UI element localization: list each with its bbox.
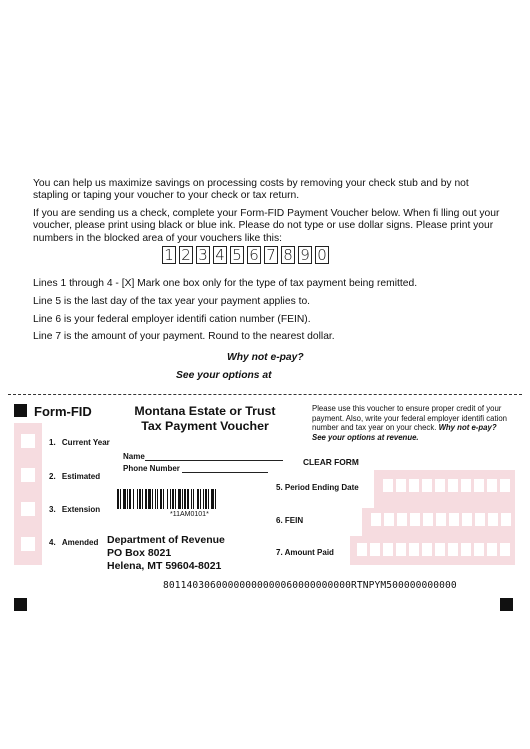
option-label: Extension xyxy=(61,505,101,514)
voucher-title-line-1: Montana Estate or Trust xyxy=(134,404,276,418)
sample-digit: 9 xyxy=(298,246,312,264)
digit-entry-box[interactable] xyxy=(436,513,446,526)
address-line-2: PO Box 8021 xyxy=(107,547,172,559)
digit-entry-box[interactable] xyxy=(462,513,472,526)
instructions-paragraph-1: You can help us maximize savings on processing costs by removing your check stub and by not stapling or taping your voucher to your check or tax return. xyxy=(33,178,469,202)
digit-entry-box[interactable] xyxy=(383,543,393,556)
digit-entry-box[interactable] xyxy=(500,479,510,492)
address-line-1: Department of Revenue xyxy=(107,534,225,546)
digit-entry-box[interactable] xyxy=(449,513,459,526)
digit-entry-box[interactable] xyxy=(422,479,432,492)
registration-mark xyxy=(14,404,27,417)
sample-digit: 2 xyxy=(179,246,193,264)
digit-entry-box[interactable] xyxy=(384,513,394,526)
digit-entry-box[interactable] xyxy=(461,543,471,556)
digit-entry-box[interactable] xyxy=(461,479,471,492)
digit-entry-box[interactable] xyxy=(423,513,433,526)
voucher-title xyxy=(120,404,290,434)
digit-entry-box[interactable] xyxy=(370,543,380,556)
registration-mark xyxy=(500,598,513,611)
digit-entry-box[interactable] xyxy=(474,479,484,492)
address-line-3: Helena, MT 59604-8021 xyxy=(107,560,222,572)
digit-entry-box[interactable] xyxy=(487,543,497,556)
sample-digit: 7 xyxy=(264,246,278,264)
digit-entry-box[interactable] xyxy=(501,513,511,526)
option-amended xyxy=(49,538,98,547)
voucher-notice xyxy=(312,404,508,442)
digit-entry-box[interactable] xyxy=(500,543,510,556)
mailing-address xyxy=(107,534,225,573)
option-label: Estimated xyxy=(61,472,101,481)
instructions-paragraph-2: If you are sending us a check, complete your Form-FID Payment Voucher below. When fi lling out your voucher, please print using black or blue ink. Please do not type or use dollar signs. Please print your numbers in the blocked area of your vouchers like this: xyxy=(33,208,500,244)
voucher-notice-epay: Why not e-pay? See your options at revenue. xyxy=(312,423,497,442)
voucher-title-line-2: Tax Payment Voucher xyxy=(141,419,269,433)
option-label: Amended xyxy=(61,538,99,547)
sample-digit: 4 xyxy=(213,246,227,264)
current-year-checkbox[interactable] xyxy=(21,434,35,448)
sample-digit: 5 xyxy=(230,246,244,264)
name-field[interactable] xyxy=(145,451,283,461)
option-label: Current Year xyxy=(61,438,110,447)
option-current-year xyxy=(49,438,110,447)
voucher-barcode xyxy=(117,489,270,509)
digit-entry-box[interactable] xyxy=(409,479,419,492)
digit-entry-box[interactable] xyxy=(435,479,445,492)
see-options: See your options at xyxy=(176,370,272,381)
sample-digit: 3 xyxy=(196,246,210,264)
sample-digit: 0 xyxy=(315,246,329,264)
extension-checkbox[interactable] xyxy=(21,502,35,516)
name-row xyxy=(123,451,283,461)
sample-digit: 8 xyxy=(281,246,295,264)
barcode-bar xyxy=(216,489,218,509)
digit-entry-box[interactable] xyxy=(448,543,458,556)
sample-digit: 1 xyxy=(162,246,176,264)
instruction-line-5: Line 5 is the last day of the tax year your payment applies to. xyxy=(33,296,311,307)
option-number: 2. xyxy=(49,472,56,481)
amended-checkbox[interactable] xyxy=(21,537,35,551)
digit-entry-box[interactable] xyxy=(396,543,406,556)
digit-entry-box[interactable] xyxy=(487,479,497,492)
barcode-text: *11AM0101* xyxy=(170,511,209,518)
instruction-line-7: Line 7 is the amount of your payment. Round to the nearest dollar. xyxy=(33,331,335,342)
phone-label: Phone Number xyxy=(123,464,180,473)
digit-entry-box[interactable] xyxy=(357,543,367,556)
period-ending-label: 5. Period Ending Date xyxy=(276,483,359,492)
digit-entry-box[interactable] xyxy=(488,513,498,526)
phone-field[interactable] xyxy=(182,463,268,473)
voucher-notice-text: Please use this voucher to ensure proper credit of your payment. Also, write your federal employer identifi cation number and tax year on your check. xyxy=(312,404,508,432)
digit-entry-box[interactable] xyxy=(396,479,406,492)
sample-digits xyxy=(162,246,329,264)
instruction-line-6: Line 6 is your federal employer identifi cation number (FEIN). xyxy=(33,314,311,325)
sample-digit: 6 xyxy=(247,246,261,264)
digit-entry-box[interactable] xyxy=(474,543,484,556)
digit-entry-box[interactable] xyxy=(435,543,445,556)
phone-row xyxy=(123,463,268,473)
clear-form-button[interactable]: CLEAR FORM xyxy=(303,457,359,467)
option-number: 3. xyxy=(49,505,56,514)
registration-mark xyxy=(14,598,27,611)
cut-line xyxy=(8,394,522,395)
estimated-checkbox[interactable] xyxy=(21,468,35,482)
form-id: Form-FID xyxy=(34,404,92,419)
digit-entry-box[interactable] xyxy=(422,543,432,556)
option-estimated xyxy=(49,472,100,481)
digit-entry-box[interactable] xyxy=(448,479,458,492)
digit-entry-box[interactable] xyxy=(410,513,420,526)
instruction-lines-1-4: Lines 1 through 4 - [X] Mark one box only for the type of tax payment being remitted. xyxy=(33,278,418,289)
option-number: 1. xyxy=(49,438,56,447)
digit-entry-box[interactable] xyxy=(397,513,407,526)
why-epay: Why not e-pay? xyxy=(227,352,304,363)
digit-entry-box[interactable] xyxy=(409,543,419,556)
option-extension xyxy=(49,505,100,514)
digit-entry-box[interactable] xyxy=(383,479,393,492)
digit-entry-box[interactable] xyxy=(475,513,485,526)
fein-label: 6. FEIN xyxy=(276,516,304,525)
name-label: Name xyxy=(123,452,145,461)
option-number: 4. xyxy=(49,538,56,547)
digit-entry-box[interactable] xyxy=(371,513,381,526)
amount-paid-label: 7. Amount Paid xyxy=(276,548,334,557)
ocr-scan-line: 80114030600000000000060000000000RTNPYM500000000000 xyxy=(163,580,457,591)
